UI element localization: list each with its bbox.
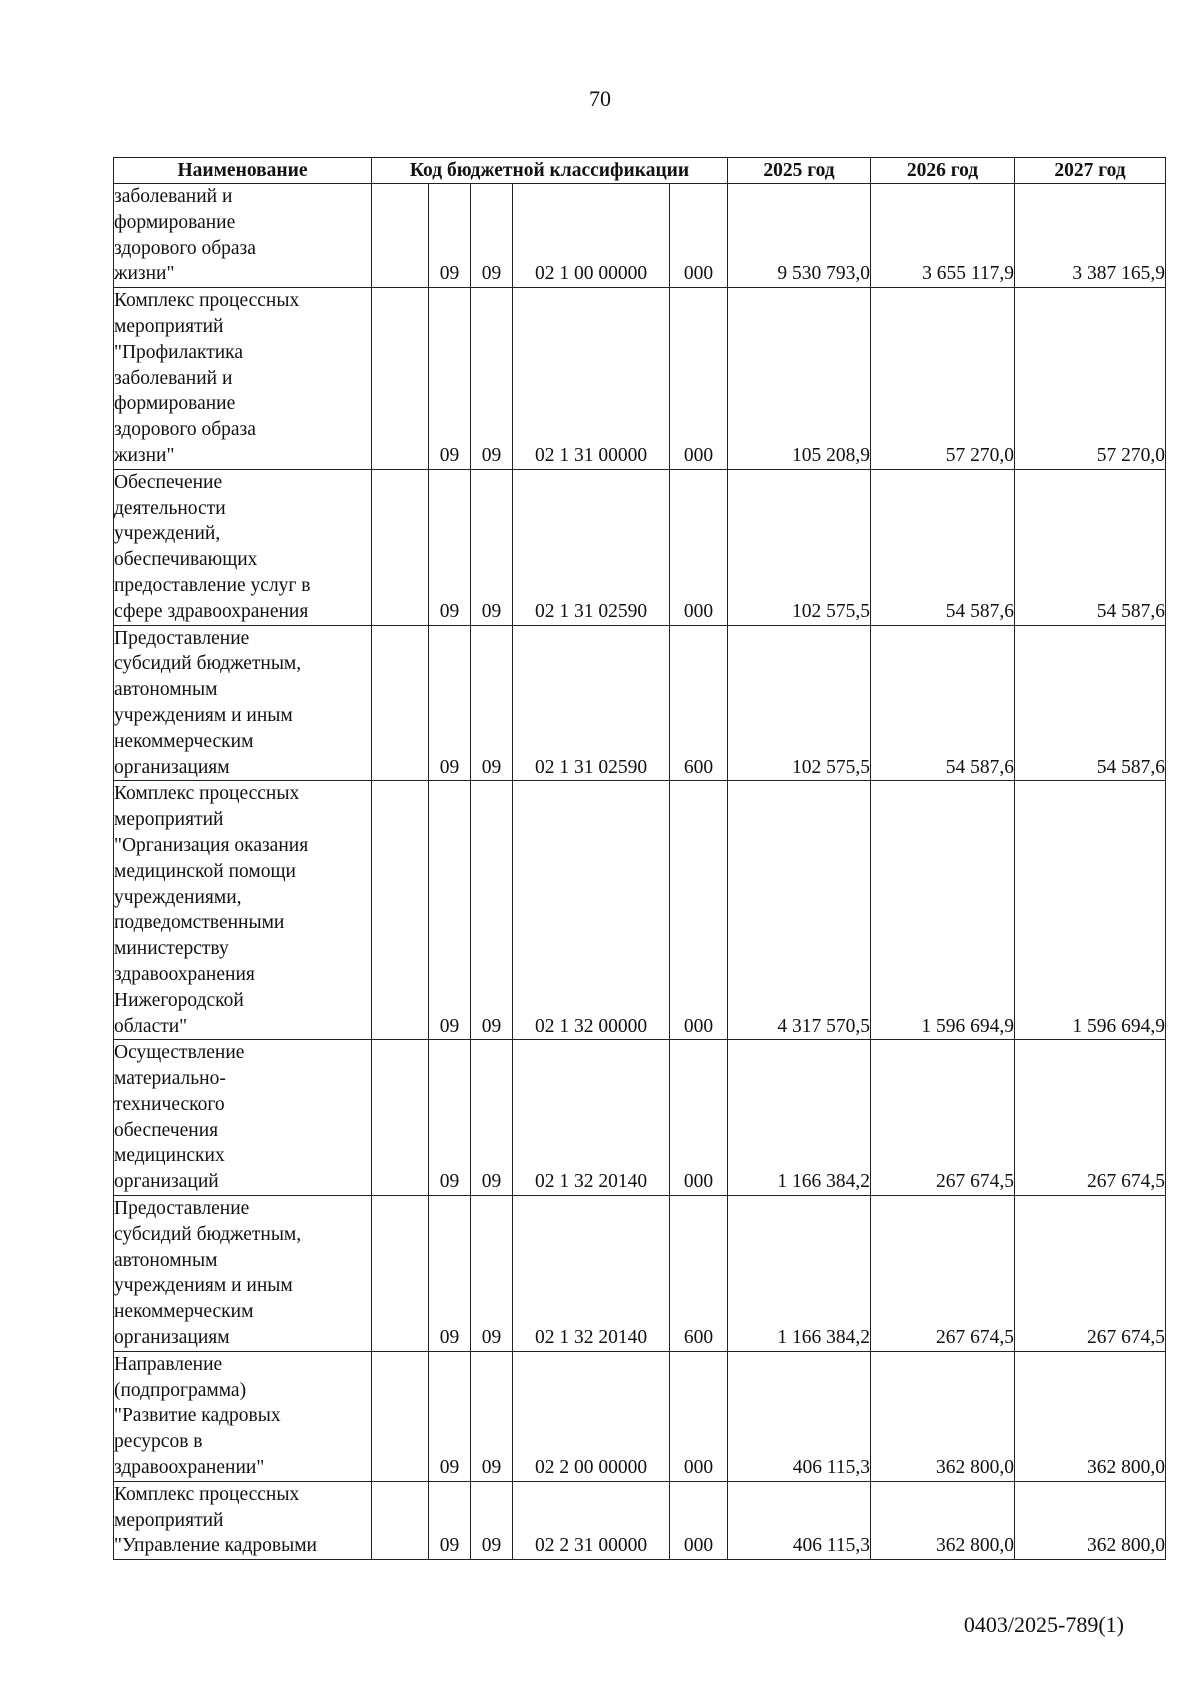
amount-2025: 1 166 384,2 bbox=[728, 1040, 871, 1196]
subsection-code: 09 bbox=[471, 469, 513, 625]
table-row bbox=[114, 288, 1166, 470]
row-name-line: здорового образа bbox=[114, 419, 256, 441]
amount-2026: 267 674,5 bbox=[871, 1040, 1015, 1196]
row-name-line: автономным bbox=[114, 679, 218, 701]
row-name-line: Направление bbox=[114, 1353, 223, 1375]
table-row bbox=[114, 1196, 1166, 1352]
amount-2026: 267 674,5 bbox=[871, 1196, 1015, 1352]
code-part-1 bbox=[372, 1040, 429, 1196]
row-name-line: формирование bbox=[114, 393, 236, 415]
row-name bbox=[114, 184, 372, 288]
expense-type-code: 000 bbox=[670, 469, 728, 625]
row-name-line: жизни" bbox=[114, 263, 175, 285]
amount-2026: 362 800,0 bbox=[871, 1351, 1015, 1481]
section-code: 09 bbox=[429, 1351, 471, 1481]
table-row bbox=[114, 1481, 1166, 1559]
row-name-line: материально- bbox=[114, 1068, 226, 1090]
row-name bbox=[114, 1351, 372, 1481]
subsection-code: 09 bbox=[471, 288, 513, 470]
expense-type-code: 600 bbox=[670, 1196, 728, 1352]
amount-2027: 267 674,5 bbox=[1015, 1040, 1166, 1196]
amount-2027: 57 270,0 bbox=[1015, 288, 1166, 470]
row-name-line: подведомственными bbox=[114, 912, 285, 934]
section-code: 09 bbox=[429, 1040, 471, 1196]
header-code: Код бюджетной классификации bbox=[372, 158, 728, 184]
row-name bbox=[114, 625, 372, 781]
table-body bbox=[114, 184, 1166, 1560]
target-article-code: 02 1 32 20140 bbox=[513, 1040, 670, 1196]
target-article-code: 02 1 31 00000 bbox=[513, 288, 670, 470]
row-name-line: субсидий бюджетным, bbox=[114, 653, 302, 675]
row-name-line: Обеспечение bbox=[114, 471, 223, 493]
amount-2026: 362 800,0 bbox=[871, 1481, 1015, 1559]
row-name bbox=[114, 1481, 372, 1559]
amount-2026: 1 596 694,9 bbox=[871, 781, 1015, 1040]
row-name-line: Нижегородской bbox=[114, 989, 244, 1011]
amount-2027: 54 587,6 bbox=[1015, 625, 1166, 781]
row-name-line: Комплекс процессных bbox=[114, 290, 300, 312]
row-name-line: здравоохранения bbox=[114, 963, 255, 985]
section-code: 09 bbox=[429, 184, 471, 288]
code-part-1 bbox=[372, 625, 429, 781]
row-name-line: сфере здравоохранения bbox=[114, 600, 309, 622]
row-name-line: деятельности bbox=[114, 497, 226, 519]
row-name bbox=[114, 469, 372, 625]
section-code: 09 bbox=[429, 469, 471, 625]
code-part-1 bbox=[372, 288, 429, 470]
amount-2026: 3 655 117,9 bbox=[871, 184, 1015, 288]
row-name-line: заболеваний и bbox=[114, 367, 233, 389]
header-2025: 2025 год bbox=[728, 158, 871, 184]
row-name-line: организациям bbox=[114, 756, 230, 778]
expense-type-code: 000 bbox=[670, 781, 728, 1040]
section-code: 09 bbox=[429, 288, 471, 470]
page-number: 70 bbox=[589, 86, 611, 111]
row-name-line: учреждениями, bbox=[114, 886, 242, 908]
row-name-line: мероприятий bbox=[114, 809, 224, 831]
header-2027: 2027 год bbox=[1015, 158, 1166, 184]
row-name-line: обеспечения bbox=[114, 1119, 219, 1141]
row-name-line: предоставление услуг в bbox=[114, 574, 311, 596]
row-name-line: обеспечивающих bbox=[114, 549, 258, 571]
budget-table bbox=[113, 157, 1166, 1560]
target-article-code: 02 1 31 02590 bbox=[513, 625, 670, 781]
row-name bbox=[114, 1196, 372, 1352]
row-name-line: формирование bbox=[114, 211, 236, 233]
row-name-line: учреждениям и иным bbox=[114, 704, 293, 726]
amount-2025: 102 575,5 bbox=[728, 625, 871, 781]
expense-type-code: 600 bbox=[670, 625, 728, 781]
expense-type-code: 000 bbox=[670, 1351, 728, 1481]
code-part-1 bbox=[372, 1196, 429, 1352]
document-code: 0403/2025-789(1) bbox=[963, 1612, 1124, 1637]
code-part-1 bbox=[372, 1481, 429, 1559]
row-name-line: "Профилактика bbox=[114, 341, 244, 363]
subsection-code: 09 bbox=[471, 625, 513, 781]
amount-2026: 57 270,0 bbox=[871, 288, 1015, 470]
amount-2027: 54 587,6 bbox=[1015, 469, 1166, 625]
amount-2025: 105 208,9 bbox=[728, 288, 871, 470]
table-header-row bbox=[114, 158, 1166, 184]
amount-2027: 3 387 165,9 bbox=[1015, 184, 1166, 288]
row-name-line: Предоставление bbox=[114, 627, 250, 649]
amount-2027: 362 800,0 bbox=[1015, 1481, 1166, 1559]
row-name bbox=[114, 288, 372, 470]
target-article-code: 02 2 00 00000 bbox=[513, 1351, 670, 1481]
row-name-line: жизни" bbox=[114, 444, 175, 466]
table-row bbox=[114, 469, 1166, 625]
amount-2027: 362 800,0 bbox=[1015, 1351, 1166, 1481]
header-name: Наименование bbox=[114, 158, 372, 184]
subsection-code: 09 bbox=[471, 1481, 513, 1559]
amount-2025: 102 575,5 bbox=[728, 469, 871, 625]
target-article-code: 02 1 32 00000 bbox=[513, 781, 670, 1040]
row-name-line: ресурсов в bbox=[114, 1431, 203, 1453]
amount-2025: 406 115,3 bbox=[728, 1481, 871, 1559]
code-part-1 bbox=[372, 184, 429, 288]
row-name-line: Комплекс процессных bbox=[114, 1483, 300, 1505]
row-name-line: Осуществление bbox=[114, 1042, 245, 1064]
row-name-line: мероприятий bbox=[114, 315, 224, 337]
section-code: 09 bbox=[429, 781, 471, 1040]
row-name-line: "Развитие кадровых bbox=[114, 1405, 281, 1427]
row-name-line: заболеваний и bbox=[114, 186, 233, 207]
table-row bbox=[114, 184, 1166, 288]
row-name-line: здравоохранении" bbox=[114, 1457, 265, 1479]
amount-2027: 1 596 694,9 bbox=[1015, 781, 1166, 1040]
row-name-line: учреждениям и иным bbox=[114, 1275, 293, 1297]
amount-2026: 54 587,6 bbox=[871, 469, 1015, 625]
code-part-1 bbox=[372, 1351, 429, 1481]
section-code: 09 bbox=[429, 1196, 471, 1352]
table-row bbox=[114, 781, 1166, 1040]
row-name-line: учреждений, bbox=[114, 523, 221, 545]
row-name-line: медицинских bbox=[114, 1145, 225, 1167]
row-name-line: организациям bbox=[114, 1327, 230, 1349]
row-name-line: автономным bbox=[114, 1249, 218, 1271]
expense-type-code: 000 bbox=[670, 288, 728, 470]
table-row bbox=[114, 625, 1166, 781]
expense-type-code: 000 bbox=[670, 1481, 728, 1559]
row-name-line: субсидий бюджетным, bbox=[114, 1223, 302, 1245]
row-name-line: некоммерческим bbox=[114, 1301, 254, 1323]
row-name-line: "Управление кадровыми bbox=[114, 1535, 317, 1557]
row-name-line: "Организация оказания bbox=[114, 834, 309, 856]
subsection-code: 09 bbox=[471, 1351, 513, 1481]
amount-2025: 4 317 570,5 bbox=[728, 781, 871, 1040]
expense-type-code: 000 bbox=[670, 1040, 728, 1196]
row-name-line: Комплекс процессных bbox=[114, 783, 300, 805]
amount-2025: 406 115,3 bbox=[728, 1351, 871, 1481]
row-name-line: министерству bbox=[114, 938, 229, 960]
target-article-code: 02 1 00 00000 bbox=[513, 184, 670, 288]
row-name-line: мероприятий bbox=[114, 1509, 224, 1531]
expense-type-code: 000 bbox=[670, 184, 728, 288]
row-name-line: некоммерческим bbox=[114, 730, 254, 752]
row-name-line: (подпрограмма) bbox=[114, 1379, 247, 1401]
target-article-code: 02 2 31 00000 bbox=[513, 1481, 670, 1559]
target-article-code: 02 1 31 02590 bbox=[513, 469, 670, 625]
row-name bbox=[114, 1040, 372, 1196]
amount-2025: 9 530 793,0 bbox=[728, 184, 871, 288]
amount-2026: 54 587,6 bbox=[871, 625, 1015, 781]
subsection-code: 09 bbox=[471, 1040, 513, 1196]
subsection-code: 09 bbox=[471, 1196, 513, 1352]
row-name-line: области" bbox=[114, 1015, 188, 1037]
code-part-1 bbox=[372, 469, 429, 625]
row-name-line: Предоставление bbox=[114, 1198, 250, 1220]
code-part-1 bbox=[372, 781, 429, 1040]
amount-2027: 267 674,5 bbox=[1015, 1196, 1166, 1352]
subsection-code: 09 bbox=[471, 184, 513, 288]
row-name-line: технического bbox=[114, 1093, 225, 1115]
row-name bbox=[114, 781, 372, 1040]
amount-2025: 1 166 384,2 bbox=[728, 1196, 871, 1352]
row-name-line: организаций bbox=[114, 1171, 219, 1193]
section-code: 09 bbox=[429, 1481, 471, 1559]
table-row bbox=[114, 1040, 1166, 1196]
section-code: 09 bbox=[429, 625, 471, 781]
header-2026: 2026 год bbox=[871, 158, 1015, 184]
table-row bbox=[114, 1351, 1166, 1481]
row-name-line: медицинской помощи bbox=[114, 860, 296, 882]
target-article-code: 02 1 32 20140 bbox=[513, 1196, 670, 1352]
row-name-line: здорового образа bbox=[114, 237, 256, 259]
subsection-code: 09 bbox=[471, 781, 513, 1040]
